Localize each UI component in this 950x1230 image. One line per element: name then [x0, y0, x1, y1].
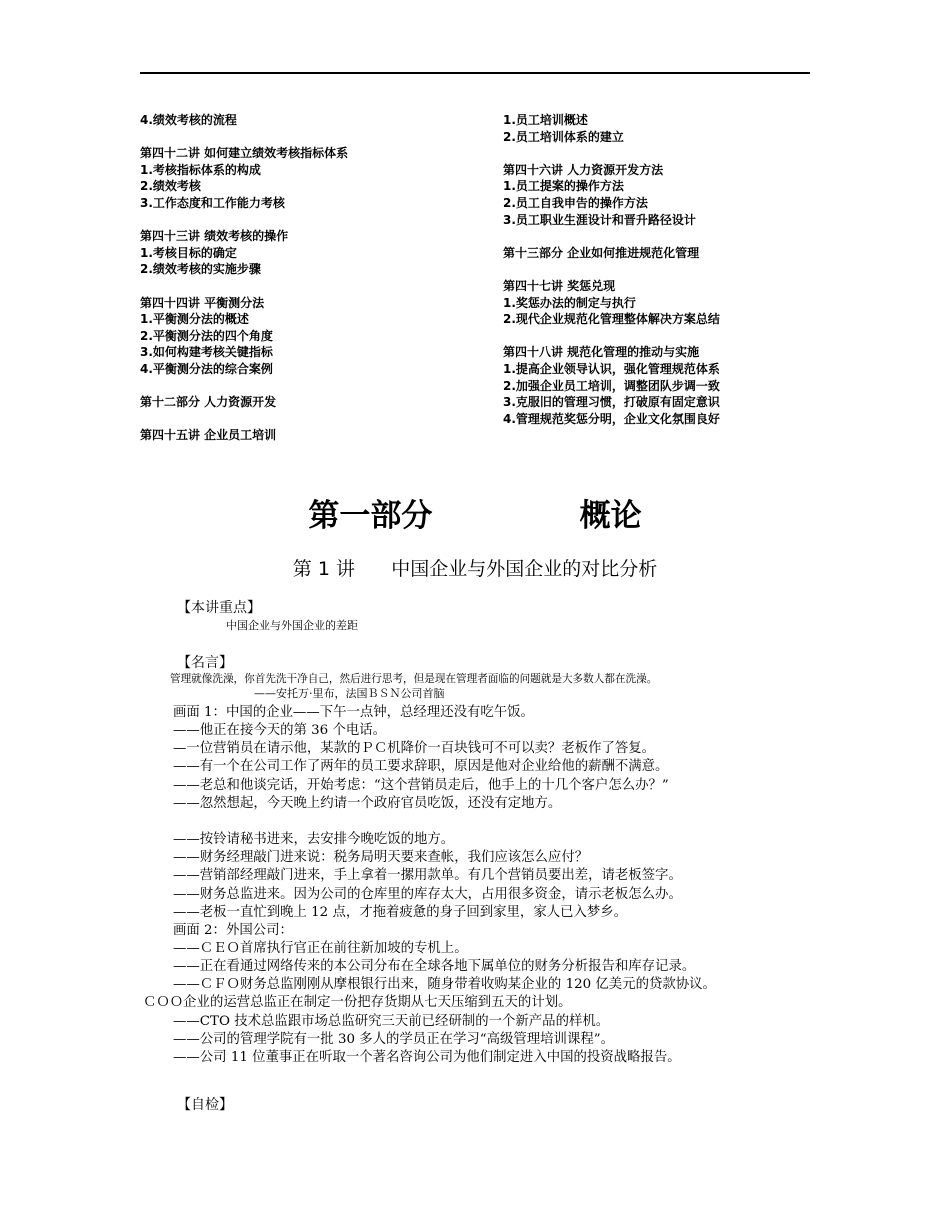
toc-spacer	[503, 328, 833, 345]
body-line: ——财务总监进来。因为公司的仓库里的库存太大，占用很多资金，请示老板怎么办。	[173, 886, 682, 902]
quote-heading: 【名言】	[177, 655, 233, 671]
toc-item: 3.员工职业生涯设计和晋升路径设计	[503, 212, 696, 227]
self-check-heading: 【自检】	[177, 1097, 233, 1113]
toc-right-column	[503, 112, 833, 427]
toc-item: 第十三部分 企业如何推进规范化管理	[503, 245, 700, 260]
header-rule	[140, 72, 810, 74]
body-line: ——老总和他谈完话，开始考虑：“这个营销员走后，他手上的十几个客户怎么办？”	[173, 777, 669, 793]
toc-item: 3.如何构建考核关键指标	[140, 345, 273, 360]
toc-item: 第四十二讲 如何建立绩效考核指标体系	[140, 146, 349, 161]
toc-item: 2.加强企业员工培训，调整团队步调一致	[503, 378, 720, 393]
body-line: ——老板一直忙到晚上 12 点，才拖着疲惫的身子回到家里，家人已入梦乡。	[173, 904, 628, 920]
body-line: ——营销部经理敲门进来，手上拿着一摞用款单。有几个营销员要出差，请老板签字。	[173, 868, 682, 884]
toc-item: 1.员工培训概述	[503, 113, 588, 127]
body-line: ——忽然想起，今天晚上约请一个政府官员吃饭，还没有定地方。	[173, 795, 562, 811]
toc-spacer	[140, 278, 480, 295]
toc-item: 3.克服旧的管理习惯，打破原有固定意识	[503, 395, 720, 410]
toc-item: 2.员工自我申告的操作方法	[503, 195, 648, 210]
toc-spacer	[140, 378, 480, 395]
body-line: ——ＣＦＯ财务总监刚刚从摩根银行出来，随身带着收购某企业的 120 亿美元的贷款协议。	[173, 977, 716, 993]
toc-item: 第四十五讲 企业员工培训	[140, 428, 277, 443]
toc-left-column	[140, 112, 480, 444]
toc-item: 1.考核目标的确定	[140, 245, 237, 260]
toc-item: 第四十六讲 人力资源开发方法	[503, 162, 664, 177]
body-line: ——公司 11 位董事正在听取一个著名咨询公司为他们制定进入中国的投资战略报告。	[173, 1049, 681, 1065]
body-line: ——有一个在公司工作了两年的员工要求辞职，原因是他对企业给他的薪酬不满意。	[173, 759, 669, 775]
paragraph-spacer	[140, 813, 840, 831]
body-line: ——正在看通过网络传来的本公司分布在全球各地下属单位的财务分析报告和库存记录。	[173, 959, 696, 975]
lecture-title: 第 1 讲 中国企业与外国企业的对比分析	[292, 558, 658, 580]
toc-item: 第四十七讲 奖惩兑现	[503, 278, 616, 293]
toc-item: 3.工作态度和工作能力考核	[140, 195, 285, 210]
toc-item: 第十二部分 人力资源开发	[140, 395, 277, 410]
toc-item: 第四十八讲 规范化管理的推动与实施	[503, 345, 700, 360]
quote-text: 管理就像洗澡，你首先洗干净自己，然后进行思考，但是现在管理者面临的问题就是大多数人都在洗澡。	[170, 673, 658, 685]
key-point-text: 中国企业与外国企业的差距	[226, 619, 358, 632]
toc-item: 1.平衡测分法的概述	[140, 312, 249, 327]
toc-item: 4.管理规范奖惩分明，企业文化氛围良好	[503, 411, 720, 426]
body-line: ——CTO 技术总监跟市场总监研究三天前已经研制的一个新产品的样机。	[173, 1013, 610, 1029]
toc-item: 4.绩效考核的流程	[140, 113, 237, 127]
toc-item: 1.奖惩办法的制定与执行	[503, 295, 636, 310]
toc-spacer	[503, 145, 833, 162]
key-point-heading: 【本讲重点】	[177, 600, 261, 616]
toc-spacer	[140, 129, 480, 146]
body-line: ——按铃请秘书进来，去安排今晚吃饭的地方。	[173, 832, 455, 848]
toc-item: 1.提高企业领导认识，强化管理规范体系	[503, 361, 720, 376]
body-line: ——他正在接今天的第 36 个电话。	[173, 723, 387, 739]
body-line: 画面 2：外国公司：	[173, 922, 293, 938]
toc-item: 2.员工培训体系的建立	[503, 129, 624, 144]
body-line: 画面 1：中国的企业——下午一点钟，总经理还没有吃午饭。	[173, 705, 534, 720]
toc-spacer	[140, 212, 480, 229]
toc-item: 2.平衡测分法的四个角度	[140, 328, 273, 343]
toc-item: 2.绩效考核的实施步骤	[140, 262, 261, 277]
body-line: ——ＣＥＯ首席执行官正在前往新加坡的专机上。	[173, 941, 468, 957]
part-title: 第一部分 概论	[308, 498, 642, 534]
toc-item: 2.现代企业规范化管理整体解决方案总结	[503, 312, 720, 327]
toc-item: 2.绩效考核	[140, 179, 201, 194]
toc-spacer	[140, 411, 480, 428]
toc-item: 第四十四讲 平衡测分法	[140, 295, 265, 310]
toc-item: 1.员工提案的操作方法	[503, 179, 624, 194]
body-line: ——公司的管理学院有一批 30 多人的学员正在学习“高级管理培训课程”。	[173, 1031, 614, 1047]
body-line: —一位营销员在请示他，某款的ＰＣ机降价一百块钱可不可以卖？老板作了答复。	[173, 741, 656, 757]
toc-item: 4.平衡测分法的综合案例	[140, 361, 273, 376]
body-line: ——财务经理敲门进来说：税务局明天要来查帐，我们应该怎么应付？	[173, 850, 589, 866]
toc-item: 1.考核指标体系的构成	[140, 162, 261, 177]
body-text	[140, 704, 840, 1067]
toc-spacer	[503, 261, 833, 278]
toc-item: 第四十三讲 绩效考核的操作	[140, 229, 289, 244]
toc-spacer	[503, 228, 833, 245]
quote-attribution: ——安托万·里布，法国ＢＳＮ公司首脑	[254, 687, 445, 700]
body-line: ＣＯＯ企业的运营总监正在制定一份把存货期从七天压缩到五天的计划。	[143, 995, 572, 1011]
